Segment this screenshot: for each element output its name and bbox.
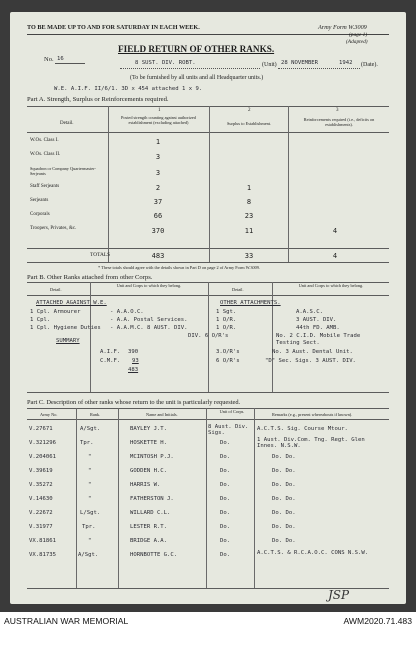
part-a-header-detail: Detail. [60,121,74,126]
part-b-header-detail-left: Detail. [50,287,62,292]
part-a-col-num-3: 3 [336,108,339,113]
part-c-unit: Do. [220,468,231,474]
date-label: (Date). [361,62,378,68]
part-c-unit: Do. [220,538,231,544]
part-b-summary-label: C.M.F. [100,358,121,364]
part-c-army-no: V.321296 [29,440,56,446]
part-c-army-no: V.204061 [29,454,56,460]
part-c-army-no: V.27671 [29,426,53,432]
part-c-name: HARRIS W. [130,482,161,488]
part-c-name: GODDEN H.C. [130,468,168,474]
part-b-left-detail: 1 Cpl. Hygiene Duties [30,325,101,331]
part-a-row-posted: 370 [151,227,165,235]
part-a-row-posted: 66 [153,212,163,220]
part-c-unit: Do. [220,510,231,516]
form-title: FIELD RETURN OF OTHER RANKS. [118,44,275,54]
part-c-unit: Do. [220,454,231,460]
part-a-col-num-2: 2 [248,108,251,113]
part-c-unit: Do. [220,496,231,502]
part-b-summary-value: 93 [132,358,139,364]
part-a-row-surplus: 23 [244,212,254,220]
part-b-left-unit: - A.A.O.C. [110,309,144,315]
number-value: 16 [57,56,64,62]
part-b-heading: Part B. Other Ranks attached from other Corps. [27,274,153,281]
part-a-totals-label: TOTALS [90,252,111,258]
part-a-header-surplus: Surplus to Establishment. [226,121,272,126]
footer-accession-number: AWM2020.71.483 [343,616,412,626]
part-c-name: HOSKETTE H. [130,440,168,446]
part-b-right-detail: 3.O/R's [216,349,240,355]
signature: JSP [328,588,350,602]
part-a-header-reinf: Reinforcements required (i.e., deficits on establishments). [303,117,375,127]
part-c-remarks: Do. Do. [272,496,296,502]
part-a-row-surplus: 11 [244,227,254,235]
part-c-unit: Do. [220,440,231,446]
part-c-army-no: V.39619 [29,468,53,474]
part-a-row-posted: 3 [155,169,161,177]
form-adapted: (Adapted) [346,39,368,45]
part-b-right-detail: 1 O/R. [216,325,237,331]
unit-line [120,68,260,69]
part-c-name: LESTER R.T. [130,524,168,530]
part-b-left-title: ATTACHED AGAINST W.E. [36,300,107,306]
part-c-rank: L/Sgt. [80,510,101,516]
part-c-remarks: Do. Do. [272,482,296,488]
part-a-total-reinf: 4 [332,252,338,260]
part-b-right-title: OTHER ATTACHMENTS. [220,300,281,306]
part-b-left-unit: - A.A.M.C. 8 AUST. DIV. [110,325,188,331]
part-c-remarks: Do. Do. [272,510,296,516]
part-a-total-surplus: 33 [244,252,254,260]
part-c-header-remarks: Remarks (e.g., present whereabouts if known). [272,412,353,417]
part-a-row-label: W.Os. Class I. [30,138,59,143]
part-c-rank: " [88,468,92,474]
part-c-name: BAYLEY J.T. [130,426,168,432]
part-a-row-label: Squadron or Company Quartermaster-Serjeants [30,166,96,176]
date-line [278,68,360,69]
part-c-header-unit: Unit of Corps. [219,409,245,414]
part-c-name: FATHERSTON J. [130,496,174,502]
part-b-summary-value: 390 [128,349,139,355]
part-a-row-posted: 1 [155,138,161,146]
part-a-row-posted: 3 [155,153,161,161]
form-id: Army Form W.3009 [318,24,367,31]
date-year: 1942 [339,60,353,66]
part-c-army-no: V.22672 [29,510,53,516]
part-c-rank: A/Sgt. [80,426,101,432]
number-label: No. [44,56,54,63]
part-a-row-surplus: 1 [246,184,252,192]
part-a-total-posted: 483 [151,252,165,260]
part-c-rank: Tpr. [82,524,96,530]
top-notice: TO BE MADE UP TO AND FOR SATURDAY IN EACH WEEK. [27,24,200,31]
part-b-right-unit: A.A.S.C. [296,309,323,315]
part-b-header-unit-right: Unit and Corps to which they belong. [298,283,364,288]
part-c-rank: A/Sgt. [78,552,99,558]
part-b-right-unit: 44th FD. AMB. [296,325,340,331]
part-a-row-label: W.Os. Class II. [30,152,61,157]
part-b-header-detail-right: Detail. [232,287,244,292]
part-c-remarks: Do. Do. [272,538,296,544]
part-c-name: HORNBOTTE G.C. [130,552,178,558]
part-c-remarks: A.C.T.S. Sig. Course Mtour. [257,426,348,432]
part-c-header-name: Name and Initials. [146,412,178,417]
part-c-unit: Do. [220,552,231,558]
part-c-unit: Do. [220,482,231,488]
number-line [55,63,85,64]
part-c-army-no: V.35272 [29,482,53,488]
part-c-rank: " [88,454,92,460]
part-b-summary-title: SUMMARY [56,338,80,344]
part-c-heading: Part C. Description of other ranks whose return to the unit is particularly requested. [27,399,241,406]
part-b-left-detail: 1 Cpl. [30,317,51,323]
footer-institution: AUSTRALIAN WAR MEMORIAL [4,616,129,626]
part-c-name: WILLARD C.L. [130,510,171,516]
part-c-name: MCINTOSH P.J. [130,454,174,460]
part-b-right-unit: 3 AUST. DIV. [296,317,337,323]
part-b-left-detail: 1 Cpl. Armourer [30,309,81,315]
part-c-remarks: 1 Aust. Div.Com. Tng. Regt. Glen Innes. N.S.W. [257,437,365,449]
part-a-row-reinf: 4 [332,227,338,235]
part-b-header-unit-left: Unit and Corps to which they belong. [116,283,182,288]
unit-typed: 8 SUST. DIV. ROBT. [135,60,196,66]
part-a-row-posted: 2 [155,184,161,192]
part-b-summary-label: A.I.F. [100,349,121,355]
part-b-right-detail: 1 Sgt. [216,309,237,315]
part-c-unit: 8 Aust. Div. Sigs. [208,424,249,436]
form-page: (page 1) [349,32,368,38]
part-a-row-label: Corporals [30,212,50,217]
part-c-rank: " [88,538,92,544]
part-c-remarks: A.C.T.S. & R.C.A.O.C. CONS N.S.W. [257,550,369,556]
part-a-row-posted: 37 [153,198,163,206]
part-c-rank: Tpr. [80,440,94,446]
part-c-remarks: Do. Do. [272,524,296,530]
part-a-row-surplus: 8 [246,198,252,206]
part-c-unit: Do. [220,524,231,530]
part-c-army-no: VX.81735 [29,552,56,558]
part-c-army-no: V.31977 [29,524,53,530]
part-b-right-detail: DIV. 6 O/R's [188,333,229,339]
date-typed: 28 NOVEMBER [281,60,319,66]
part-b-right-unit: No. 2 C.I.D. Mobile Trade Testing Sect. [276,333,361,346]
part-b-right-unit: "D" Sec. Sigs. 3 AUST. DIV. [265,358,356,364]
part-a-row-label: Troopers, Privates, &c. [30,226,77,231]
part-a-row-label: Staff Serjeants [30,184,60,189]
document-sheet [10,12,406,604]
part-a-header-posted: Posted strength counting against authorized establishment (excluding attached) [121,115,196,125]
part-c-header-no: Army No. [40,412,58,417]
part-c-name: BRIDGE A.A. [130,538,168,544]
part-b-summary-total: 483 [128,367,139,373]
part-c-remarks: Do. Do. [272,468,296,474]
part-a-heading: Part A. Strength, Surplus or Reinforcements required. [27,96,169,103]
part-c-army-no: VX.81861 [29,538,56,544]
part-b-left-unit: - A.A. Postal Services. [110,317,188,323]
part-b-right-unit: No. 3 Aust. Dental Unit. [272,349,353,355]
furnished-note: (To be furnished by all units and all Headquarter units.) [130,75,264,81]
part-c-header-rank: Rank. [90,412,101,417]
archive-footer [0,612,416,653]
part-c-rank: " [88,496,92,502]
part-a-row-label: Serjeants [30,198,49,203]
part-b-right-detail: 6 O/R's [216,358,240,364]
part-a-footnote: * These totals should agree with the details shown in Part D on page 2 of Army Form W.3009. [98,265,260,270]
part-c-remarks: Do. Do. [272,454,296,460]
unit-label: (Unit) [262,62,277,68]
establishment-line: W.E. A.I.F. II/6/1. 3D x 454 attached 1 x 9. [54,86,203,92]
part-a-col-num-1: 1 [158,108,161,113]
part-b-right-detail: 1 O/R. [216,317,237,323]
top-rule [27,34,389,35]
part-c-army-no: V.14630 [29,496,53,502]
part-c-rank: " [88,482,92,488]
